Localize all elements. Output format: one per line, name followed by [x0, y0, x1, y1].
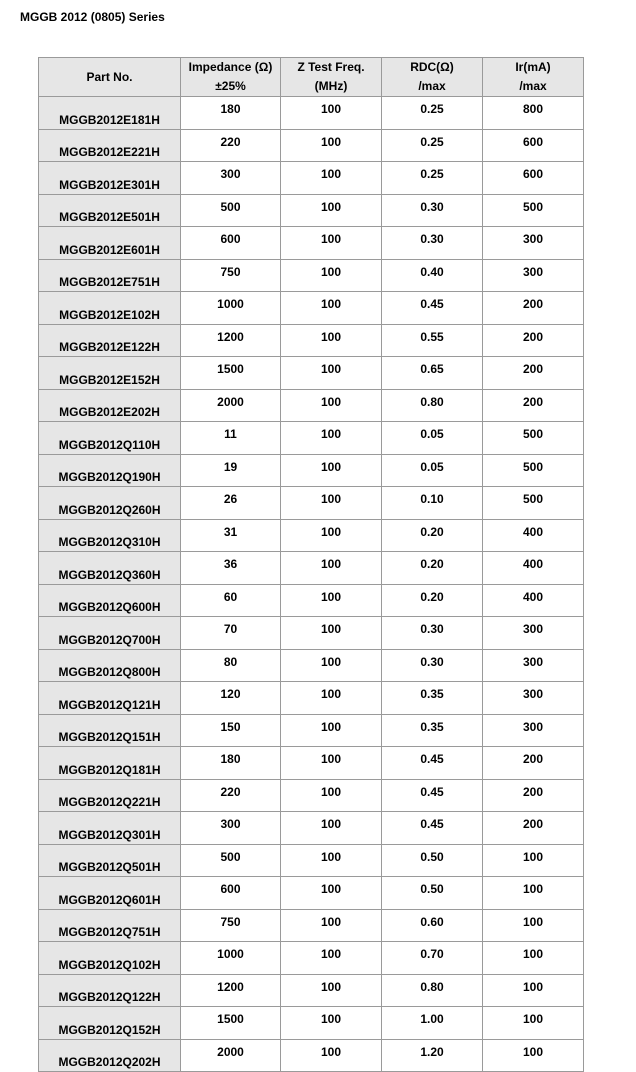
cell-part-no: MGGB2012Q152H: [39, 1007, 181, 1040]
cell-part-no: MGGB2012Q221H: [39, 779, 181, 812]
cell-part-no: MGGB2012Q601H: [39, 877, 181, 910]
cell-test-freq: 100: [281, 1007, 382, 1040]
cell-test-freq: 100: [281, 357, 382, 390]
cell-impedance: 1200: [181, 324, 281, 357]
cell-test-freq: 100: [281, 487, 382, 520]
cell-rdc: 1.20: [382, 1039, 483, 1072]
cell-ir: 100: [483, 1007, 584, 1040]
table-row: [39, 292, 584, 325]
table-row: [39, 454, 584, 487]
table-row: [39, 357, 584, 390]
table-row: [39, 779, 584, 812]
cell-rdc: 0.30: [382, 617, 483, 650]
cell-part-no: MGGB2012E751H: [39, 259, 181, 292]
cell-test-freq: 100: [281, 844, 382, 877]
header-impedance-line1: Impedance (Ω): [188, 60, 273, 74]
cell-impedance: 300: [181, 812, 281, 845]
cell-impedance: 1000: [181, 942, 281, 975]
cell-impedance: 300: [181, 162, 281, 195]
cell-part-no: MGGB2012Q501H: [39, 844, 181, 877]
cell-test-freq: 100: [281, 682, 382, 715]
header-ir-line1: Ir(mA): [515, 60, 551, 74]
table-row: [39, 649, 584, 682]
cell-ir: 100: [483, 942, 584, 975]
cell-test-freq: 100: [281, 519, 382, 552]
cell-ir: 500: [483, 194, 584, 227]
cell-impedance: 500: [181, 844, 281, 877]
cell-rdc: 0.45: [382, 747, 483, 780]
cell-test-freq: 100: [281, 584, 382, 617]
table-row: [39, 584, 584, 617]
spec-table: [38, 57, 584, 1072]
cell-impedance: 70: [181, 617, 281, 650]
cell-rdc: 0.30: [382, 194, 483, 227]
cell-ir: 600: [483, 162, 584, 195]
cell-rdc: 0.25: [382, 162, 483, 195]
cell-impedance: 500: [181, 194, 281, 227]
cell-rdc: 0.20: [382, 584, 483, 617]
cell-ir: 400: [483, 552, 584, 585]
page-title: MGGB 2012 (0805) Series: [20, 10, 165, 24]
cell-impedance: 19: [181, 454, 281, 487]
cell-impedance: 2000: [181, 1039, 281, 1072]
cell-impedance: 180: [181, 747, 281, 780]
cell-part-no: MGGB2012Q181H: [39, 747, 181, 780]
cell-ir: 200: [483, 812, 584, 845]
cell-rdc: 0.80: [382, 389, 483, 422]
cell-test-freq: 100: [281, 129, 382, 162]
table-row: [39, 1039, 584, 1072]
cell-impedance: 36: [181, 552, 281, 585]
cell-part-no: MGGB2012Q600H: [39, 584, 181, 617]
cell-impedance: 31: [181, 519, 281, 552]
cell-ir: 100: [483, 909, 584, 942]
cell-part-no: MGGB2012Q751H: [39, 909, 181, 942]
cell-impedance: 600: [181, 227, 281, 260]
cell-ir: 500: [483, 454, 584, 487]
cell-rdc: 0.40: [382, 259, 483, 292]
cell-rdc: 0.50: [382, 844, 483, 877]
cell-rdc: 0.10: [382, 487, 483, 520]
table-row: [39, 682, 584, 715]
cell-ir: 400: [483, 519, 584, 552]
table-row: [39, 909, 584, 942]
cell-test-freq: 100: [281, 389, 382, 422]
cell-rdc: 0.20: [382, 552, 483, 585]
cell-test-freq: 100: [281, 97, 382, 130]
table-row: [39, 324, 584, 357]
cell-ir: 100: [483, 974, 584, 1007]
table-row: [39, 812, 584, 845]
header-ir: [483, 58, 584, 97]
cell-part-no: MGGB2012Q310H: [39, 519, 181, 552]
cell-ir: 400: [483, 584, 584, 617]
header-rdc-line2: /max: [418, 79, 446, 93]
cell-test-freq: 100: [281, 779, 382, 812]
cell-impedance: 180: [181, 97, 281, 130]
cell-part-no: MGGB2012E601H: [39, 227, 181, 260]
table-row: [39, 617, 584, 650]
cell-rdc: 0.30: [382, 649, 483, 682]
table-row: [39, 1007, 584, 1040]
header-impedance-line2: ±25%: [215, 79, 246, 93]
table-header: [39, 58, 584, 97]
cell-ir: 300: [483, 259, 584, 292]
cell-part-no: MGGB2012E202H: [39, 389, 181, 422]
cell-rdc: 0.50: [382, 877, 483, 910]
header-part-no: Part No.: [39, 58, 181, 97]
cell-test-freq: 100: [281, 454, 382, 487]
header-test-freq: [281, 58, 382, 97]
table-row: [39, 487, 584, 520]
cell-part-no: MGGB2012Q360H: [39, 552, 181, 585]
header-freq-line2: (MHz): [314, 79, 348, 93]
table-row: [39, 519, 584, 552]
cell-part-no: MGGB2012E102H: [39, 292, 181, 325]
cell-impedance: 220: [181, 129, 281, 162]
cell-part-no: MGGB2012Q301H: [39, 812, 181, 845]
cell-rdc: 0.70: [382, 942, 483, 975]
cell-part-no: MGGB2012Q202H: [39, 1039, 181, 1072]
cell-ir: 200: [483, 747, 584, 780]
table-row: [39, 129, 584, 162]
cell-ir: 200: [483, 389, 584, 422]
cell-test-freq: 100: [281, 1039, 382, 1072]
cell-impedance: 220: [181, 779, 281, 812]
header-impedance: [181, 58, 281, 97]
cell-impedance: 80: [181, 649, 281, 682]
cell-rdc: 0.45: [382, 779, 483, 812]
table-row: [39, 227, 584, 260]
cell-rdc: 0.25: [382, 97, 483, 130]
table-row: [39, 259, 584, 292]
cell-impedance: 150: [181, 714, 281, 747]
cell-part-no: MGGB2012Q190H: [39, 454, 181, 487]
table-row: [39, 422, 584, 455]
cell-rdc: 0.55: [382, 324, 483, 357]
table-row: [39, 747, 584, 780]
cell-ir: 600: [483, 129, 584, 162]
header-row: [39, 58, 584, 97]
cell-part-no: MGGB2012E181H: [39, 97, 181, 130]
cell-ir: 100: [483, 844, 584, 877]
cell-test-freq: 100: [281, 292, 382, 325]
cell-test-freq: 100: [281, 194, 382, 227]
cell-rdc: 0.60: [382, 909, 483, 942]
table-row: [39, 714, 584, 747]
table-row: [39, 877, 584, 910]
cell-rdc: 0.35: [382, 682, 483, 715]
cell-part-no: MGGB2012Q110H: [39, 422, 181, 455]
cell-impedance: 120: [181, 682, 281, 715]
cell-part-no: MGGB2012Q122H: [39, 974, 181, 1007]
cell-test-freq: 100: [281, 747, 382, 780]
cell-test-freq: 100: [281, 227, 382, 260]
cell-part-no: MGGB2012Q700H: [39, 617, 181, 650]
cell-part-no: MGGB2012Q121H: [39, 682, 181, 715]
cell-ir: 800: [483, 97, 584, 130]
cell-test-freq: 100: [281, 324, 382, 357]
table-row: [39, 97, 584, 130]
table-row: [39, 974, 584, 1007]
table-row: [39, 194, 584, 227]
cell-test-freq: 100: [281, 909, 382, 942]
cell-part-no: MGGB2012E301H: [39, 162, 181, 195]
cell-test-freq: 100: [281, 877, 382, 910]
cell-ir: 300: [483, 649, 584, 682]
cell-part-no: MGGB2012E501H: [39, 194, 181, 227]
cell-test-freq: 100: [281, 942, 382, 975]
table-row: [39, 942, 584, 975]
cell-rdc: 0.25: [382, 129, 483, 162]
cell-rdc: 0.05: [382, 422, 483, 455]
cell-rdc: 0.45: [382, 292, 483, 325]
cell-test-freq: 100: [281, 422, 382, 455]
cell-impedance: 600: [181, 877, 281, 910]
cell-rdc: 0.65: [382, 357, 483, 390]
cell-rdc: 1.00: [382, 1007, 483, 1040]
cell-part-no: MGGB2012Q102H: [39, 942, 181, 975]
header-rdc: [382, 58, 483, 97]
cell-test-freq: 100: [281, 617, 382, 650]
cell-impedance: 750: [181, 909, 281, 942]
cell-ir: 500: [483, 422, 584, 455]
cell-part-no: MGGB2012E221H: [39, 129, 181, 162]
cell-rdc: 0.35: [382, 714, 483, 747]
cell-ir: 300: [483, 682, 584, 715]
cell-impedance: 2000: [181, 389, 281, 422]
cell-test-freq: 100: [281, 552, 382, 585]
cell-rdc: 0.80: [382, 974, 483, 1007]
header-freq-line1: Z Test Freq.: [297, 60, 365, 74]
cell-impedance: 750: [181, 259, 281, 292]
table-row: [39, 389, 584, 422]
cell-test-freq: 100: [281, 162, 382, 195]
cell-ir: 200: [483, 292, 584, 325]
cell-ir: 200: [483, 357, 584, 390]
cell-ir: 500: [483, 487, 584, 520]
cell-impedance: 11: [181, 422, 281, 455]
cell-impedance: 1000: [181, 292, 281, 325]
cell-ir: 300: [483, 227, 584, 260]
cell-ir: 200: [483, 779, 584, 812]
header-rdc-line1: RDC(Ω): [410, 60, 454, 74]
cell-part-no: MGGB2012Q260H: [39, 487, 181, 520]
cell-test-freq: 100: [281, 714, 382, 747]
cell-rdc: 0.20: [382, 519, 483, 552]
table-body: [39, 97, 584, 1072]
cell-rdc: 0.05: [382, 454, 483, 487]
cell-impedance: 60: [181, 584, 281, 617]
cell-impedance: 1200: [181, 974, 281, 1007]
table-row: [39, 844, 584, 877]
cell-impedance: 1500: [181, 1007, 281, 1040]
cell-ir: 300: [483, 617, 584, 650]
table-row: [39, 162, 584, 195]
cell-ir: 100: [483, 877, 584, 910]
cell-test-freq: 100: [281, 649, 382, 682]
header-ir-line2: /max: [519, 79, 547, 93]
cell-test-freq: 100: [281, 259, 382, 292]
table-row: [39, 552, 584, 585]
cell-part-no: MGGB2012E122H: [39, 324, 181, 357]
cell-part-no: MGGB2012Q151H: [39, 714, 181, 747]
cell-part-no: MGGB2012E152H: [39, 357, 181, 390]
cell-ir: 100: [483, 1039, 584, 1072]
cell-impedance: 26: [181, 487, 281, 520]
cell-part-no: MGGB2012Q800H: [39, 649, 181, 682]
cell-rdc: 0.45: [382, 812, 483, 845]
cell-test-freq: 100: [281, 812, 382, 845]
cell-test-freq: 100: [281, 974, 382, 1007]
cell-ir: 300: [483, 714, 584, 747]
cell-impedance: 1500: [181, 357, 281, 390]
cell-ir: 200: [483, 324, 584, 357]
cell-rdc: 0.30: [382, 227, 483, 260]
